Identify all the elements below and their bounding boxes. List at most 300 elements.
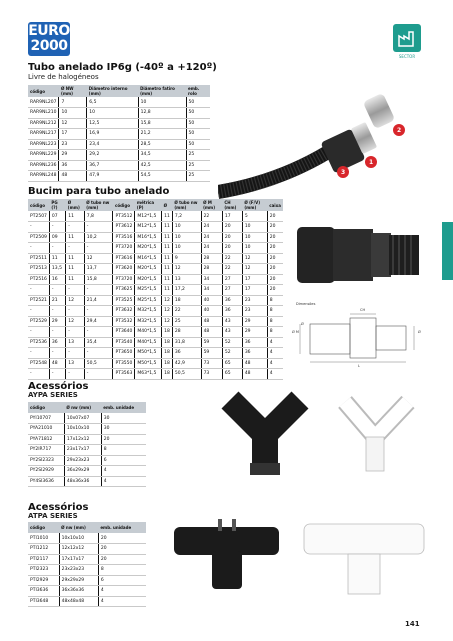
column-header: PG (?)	[49, 199, 65, 211]
table-cell: 20	[101, 434, 146, 445]
table-cell: 25	[172, 316, 201, 327]
table-cell: PT3540	[113, 337, 135, 348]
column-header: caixa	[267, 199, 283, 211]
table-cell: M12*1,5	[135, 211, 162, 222]
column-header: Diâmetro fatiro (mm)	[138, 85, 186, 97]
table-cell: -	[66, 222, 84, 233]
table-cell: 8	[267, 327, 283, 338]
table-cell: 28	[201, 253, 222, 264]
table-cell: 7,8	[84, 211, 113, 222]
table-cell: PT3512	[113, 211, 135, 222]
table-row	[28, 358, 283, 369]
table-cell: 8	[267, 316, 283, 327]
table-cell: 13	[66, 337, 84, 348]
table-cell: M25*1,5	[135, 285, 162, 296]
column-header: código	[28, 402, 64, 413]
factory-icon	[393, 24, 421, 52]
table-cell: -	[66, 285, 84, 296]
table-cell: M40*1,5	[135, 337, 162, 348]
table-cell: 15,8	[138, 118, 186, 129]
table-cell: 12	[162, 295, 173, 306]
table-row	[28, 476, 146, 487]
table-cell: PT2507	[28, 211, 49, 222]
table-cell: 20	[267, 285, 283, 296]
column-header: código	[28, 199, 49, 211]
table-row	[28, 306, 283, 317]
table-cell: 25	[186, 150, 210, 161]
table-cell: 17	[242, 274, 267, 285]
table-cell: 20	[98, 533, 146, 544]
table-row	[28, 211, 283, 222]
table-cell: -	[66, 348, 84, 359]
table-row	[28, 129, 210, 140]
table-cell: 10	[242, 222, 267, 233]
table-cell: 20	[267, 264, 283, 275]
table-cell: -	[66, 369, 84, 380]
table-cell: 12	[242, 253, 267, 264]
table-cell: M16*1,5	[135, 253, 162, 264]
column-header: Ø nw (mm)	[59, 522, 98, 533]
corrugated-tube-photo	[218, 92, 438, 202]
table-cell: 11	[66, 264, 84, 275]
table-cell: 20	[267, 243, 283, 254]
table-cell: PYA21010	[28, 424, 64, 435]
table-cell: 22	[172, 306, 201, 317]
table-row	[28, 118, 210, 129]
table-cell: -	[28, 306, 49, 317]
dimension-caption: Dimensões	[296, 302, 316, 306]
table-cell: 42,9	[172, 358, 201, 369]
table-cell: PT2536	[28, 337, 49, 348]
table-cell: PT3625	[113, 285, 135, 296]
table-row	[28, 544, 146, 555]
table-row	[28, 455, 146, 466]
table-cell: 48	[242, 358, 267, 369]
table-cell: PTI3648	[28, 596, 59, 607]
table-row	[28, 222, 283, 233]
table-cell: 10	[172, 232, 201, 243]
table-row	[28, 232, 283, 243]
table-cell: 11	[162, 274, 173, 285]
table-cell: 25	[186, 160, 210, 171]
table-cell: PT3620	[113, 264, 135, 275]
column-header: Ø nw (mm)	[64, 402, 101, 413]
table-cell: PY4SI3636	[28, 476, 64, 487]
table-cell: PT2529	[28, 316, 49, 327]
table-cell: 16,9	[87, 129, 138, 140]
table-cell: PT2513	[28, 264, 49, 275]
column-header: código	[28, 85, 59, 97]
table-cell: 12	[84, 253, 113, 264]
table-cell: 27	[222, 285, 242, 296]
column-header: Ø	[162, 199, 173, 211]
table-cell: 36	[222, 306, 242, 317]
table-cell: 12	[242, 264, 267, 275]
table-cell: 11	[49, 253, 65, 264]
table-cell: -	[66, 306, 84, 317]
table-cell: 36x29x29	[64, 466, 101, 477]
table-cell: 29,2	[87, 150, 138, 161]
table-header-row	[28, 522, 146, 533]
table-cell: 21,4	[84, 295, 113, 306]
column-header: Ø (mm)	[66, 199, 84, 211]
table-cell: 65	[222, 369, 242, 380]
table-cell: -	[84, 348, 113, 359]
table-cell: PT2509	[28, 232, 49, 243]
callout-1-label: 1	[369, 159, 374, 166]
table-cell: 16	[49, 274, 65, 285]
table-cell: PY2IR717	[28, 445, 64, 456]
column-header: código	[113, 199, 135, 211]
table-cell: 73	[201, 369, 222, 380]
table-row	[28, 97, 210, 108]
table-cell: 30	[101, 424, 146, 435]
column-header: emb. rolo	[186, 85, 210, 97]
table-cell: 11	[162, 222, 173, 233]
table-row	[28, 533, 146, 544]
table-cell: RAR9NL248	[28, 171, 59, 182]
table-cell: 23	[242, 306, 267, 317]
page-number: 141	[405, 620, 420, 628]
table-cell: 28,5	[138, 139, 186, 150]
table-cell: PT3616	[113, 253, 135, 264]
table-cell: 13	[172, 274, 201, 285]
table-cell: M32*1,5	[135, 316, 162, 327]
table-cell: 20	[267, 222, 283, 233]
table-cell: 29x29x29	[59, 575, 98, 586]
table-cell: 17	[222, 211, 242, 222]
table-row	[28, 139, 210, 150]
cable-gland-photo	[293, 215, 428, 295]
table-cell: 36	[242, 337, 267, 348]
table-header-row	[28, 85, 210, 97]
table-cell: M16*1,5	[135, 232, 162, 243]
table-cell: 36,7	[87, 160, 138, 171]
table-cell: 20	[98, 544, 146, 555]
table-cell: 40	[201, 306, 222, 317]
table-cell: 7	[59, 97, 87, 108]
table-cell: -	[84, 243, 113, 254]
table-row	[28, 243, 283, 254]
section2-title: Bucim para tubo anelado	[28, 186, 170, 197]
table-cell: 20	[222, 232, 242, 243]
table-cell: 4	[267, 337, 283, 348]
table-cell: 11	[66, 253, 84, 264]
table-cell: 13,5	[49, 264, 65, 275]
table-row	[28, 565, 146, 576]
section1-title: Tubo anelado IP6g (-40º a +120º)	[28, 62, 217, 73]
table-cell: 6	[101, 455, 146, 466]
y-connector-photo	[210, 385, 320, 485]
table-cell: 20	[222, 222, 242, 233]
column-header: métrica (P)	[135, 199, 162, 211]
table-cell: 15,8	[84, 274, 113, 285]
table-cell: RAR9NL217	[28, 129, 59, 140]
table-cell: 48x48x48	[59, 596, 98, 607]
table-cell: 5	[242, 211, 267, 222]
table-cell: 11	[162, 253, 173, 264]
table-cell: 11	[162, 285, 173, 296]
side-tab-marker	[442, 222, 453, 280]
section4-title: Acessórios	[28, 502, 89, 513]
table-cell: -	[28, 222, 49, 233]
table-cell: 22	[222, 253, 242, 264]
table-cell: 28	[172, 327, 201, 338]
table-cell: 47,9	[87, 171, 138, 182]
table-cell: 43	[222, 316, 242, 327]
table-cell: 4	[267, 369, 283, 380]
table-cell: M20*1,5	[135, 264, 162, 275]
table-cell: -	[49, 369, 65, 380]
table-cell: 40	[201, 295, 222, 306]
table-cell: 8	[101, 445, 146, 456]
table-cell: 50,5	[172, 369, 201, 380]
column-header: Ø tubo nw (mm)	[172, 199, 201, 211]
table-cell: 23,4	[87, 139, 138, 150]
table-cell: PT3720	[113, 243, 135, 254]
t-connector-drawing	[300, 510, 428, 600]
column-header: Ø tubo nw (mm)	[84, 199, 113, 211]
callout-2-label: 2	[397, 127, 402, 134]
table-cell: 29	[242, 327, 267, 338]
table-cell: 11	[162, 264, 173, 275]
table-cell: M40*1,5	[135, 327, 162, 338]
table-row	[28, 434, 146, 445]
table-cell: 27	[222, 274, 242, 285]
table-cell: 20	[222, 243, 242, 254]
y-connector-drawing	[330, 392, 425, 477]
table-cell: 12	[172, 264, 201, 275]
table-cell: RAR9NL210	[28, 108, 59, 119]
table-cell: PYA71812	[28, 434, 64, 445]
dim-d1: Ø	[301, 322, 304, 326]
table-cell: 50,5	[84, 358, 113, 369]
table-cell: 21	[49, 295, 65, 306]
table-cell: 36	[49, 337, 65, 348]
table-cell: -	[84, 285, 113, 296]
table-cell: 12	[59, 118, 87, 129]
table-cell: -	[49, 327, 65, 338]
table-cell: -	[28, 369, 49, 380]
table-cell: 6	[98, 575, 146, 586]
table-row	[28, 586, 146, 597]
table-cell: 20	[267, 253, 283, 264]
table-cell: -	[49, 243, 65, 254]
table-cell: M20*1,5	[135, 243, 162, 254]
table-cell: 54,5	[138, 171, 186, 182]
table-row	[28, 337, 283, 348]
table-cell: 18	[162, 327, 173, 338]
table-cell: 48	[242, 369, 267, 380]
table-row	[28, 285, 283, 296]
table-cell: 43	[222, 327, 242, 338]
table-cell: PTI2323	[28, 565, 59, 576]
dim-ch: CH	[360, 308, 366, 312]
table-cell: 8	[98, 565, 146, 576]
table-cell: 34	[201, 274, 222, 285]
table-cell: RAR9NL223	[28, 139, 59, 150]
column-header: Ø M (mm)	[201, 199, 222, 211]
table-cell: 12	[66, 316, 84, 327]
table-cell: 21,2	[138, 129, 186, 140]
table-cell: 17	[59, 129, 87, 140]
table-cell: PT3532	[113, 316, 135, 327]
table-cell: -	[49, 285, 65, 296]
table-header-row	[28, 199, 283, 211]
table-cell: PTI2117	[28, 554, 59, 565]
table-cell: 11	[66, 211, 84, 222]
table-cell: PT2521	[28, 295, 49, 306]
table-cell: 34,5	[138, 150, 186, 161]
table-cell: -	[84, 327, 113, 338]
table-cell: 29,4	[84, 316, 113, 327]
table-cell: M12*1,5	[135, 222, 162, 233]
dim-l: L	[358, 364, 360, 368]
table-row	[28, 295, 283, 306]
table-cell: 11	[162, 232, 173, 243]
table-cell: M63*1,5	[135, 369, 162, 380]
table-cell: 12	[162, 306, 173, 317]
table-cell: M32*1,5	[135, 306, 162, 317]
table-cell: M25*1,5	[135, 295, 162, 306]
table-cell: 10	[138, 97, 186, 108]
table-cell: 23x17x17	[64, 445, 101, 456]
table-cell: 12x12x12	[59, 544, 98, 555]
table-cell: PTI3636	[28, 586, 59, 597]
table-cell: 12	[162, 316, 173, 327]
table-cell: 25	[186, 171, 210, 182]
table-cell: 36	[59, 160, 87, 171]
logo-line2: 2000	[30, 38, 68, 54]
table-cell: 50	[186, 129, 210, 140]
table-cell: 23	[59, 139, 87, 150]
table-cell: 65	[222, 358, 242, 369]
table-cell: 36	[242, 348, 267, 359]
table-cell: PT3516	[113, 232, 135, 243]
table-cell: 10	[59, 108, 87, 119]
table-row	[28, 274, 283, 285]
table-cell: 11	[162, 243, 173, 254]
column-header: código	[28, 522, 59, 533]
table-cell: 50	[186, 108, 210, 119]
table-cell: 48	[49, 358, 65, 369]
table-cell: PT2511	[28, 253, 49, 264]
table-cell: RAR9NL212	[28, 118, 59, 129]
table-cell: 4	[267, 358, 283, 369]
table-cell: 9	[172, 253, 201, 264]
table-cell: 11	[162, 211, 173, 222]
table-cell: 48x36x36	[64, 476, 101, 487]
table-cell: 10	[242, 243, 267, 254]
table-cell: 50	[186, 139, 210, 150]
table-row	[28, 445, 146, 456]
table-cell: 10x07x07	[64, 413, 101, 424]
table-cell: -	[66, 327, 84, 338]
euro2000-logo	[28, 22, 70, 56]
table-cell: 20	[267, 232, 283, 243]
table-cell: 18	[162, 337, 173, 348]
table-cell: -	[84, 222, 113, 233]
table-cell: PT3632	[113, 306, 135, 317]
table-cell: 13,7	[84, 264, 113, 275]
table-cell: 09	[49, 232, 65, 243]
table-row	[28, 466, 146, 477]
table-cell: 4	[98, 596, 146, 607]
table-cell: 13	[66, 358, 84, 369]
table-row	[28, 596, 146, 607]
table-cell: 23	[242, 295, 267, 306]
aypa-table	[28, 402, 146, 487]
table-cell: 28	[201, 264, 222, 275]
table-cell: 22	[201, 211, 222, 222]
logo-line1: EURO	[28, 23, 70, 39]
table-cell: 29	[59, 150, 87, 161]
dimension-drawing	[290, 308, 425, 366]
table-cell: 31,8	[172, 337, 201, 348]
table-cell: 18	[162, 348, 173, 359]
table-cell: 24	[201, 232, 222, 243]
table-cell: 24	[201, 243, 222, 254]
table-cell: PYI10707	[28, 413, 64, 424]
table-cell: PY2SI2929	[28, 466, 64, 477]
table-cell: 17x12x12	[64, 434, 101, 445]
table-cell: 18	[162, 369, 173, 380]
table-cell: 48	[201, 316, 222, 327]
table-row	[28, 264, 283, 275]
table-cell: 10x10x10	[59, 533, 98, 544]
table-cell: PTI2929	[28, 575, 59, 586]
table-row	[28, 369, 283, 380]
table-cell: -	[28, 348, 49, 359]
table-cell: 6,5	[87, 97, 138, 108]
table-cell: -	[49, 306, 65, 317]
table-cell: 7,2	[172, 211, 201, 222]
atpa-table	[28, 522, 146, 607]
table-cell: 52	[222, 348, 242, 359]
table-cell: PT3525	[113, 295, 135, 306]
table-cell: 20	[267, 274, 283, 285]
section1-subtitle: Livre de halogéneos	[28, 73, 99, 81]
table-cell: 17x17x17	[59, 554, 98, 565]
column-header: CH (mm)	[222, 199, 242, 211]
table-cell: 12	[66, 295, 84, 306]
table-cell: 59	[201, 348, 222, 359]
table-cell: 4	[101, 466, 146, 477]
table-cell: 12,8	[138, 108, 186, 119]
table-cell: 23x23x23	[59, 565, 98, 576]
table-cell: 42,5	[138, 160, 186, 171]
table-cell: 10,2	[84, 232, 113, 243]
table-cell: 50	[186, 118, 210, 129]
column-header: Ø (F/V) (mm)	[242, 199, 267, 211]
dim-m: Ø M	[292, 330, 299, 334]
table-row	[28, 253, 283, 264]
table-cell: PT3563	[113, 369, 135, 380]
table-cell: 10	[87, 108, 138, 119]
section3-title: Acessórios	[28, 381, 89, 392]
table-cell: 12,5	[87, 118, 138, 129]
table-row	[28, 348, 283, 359]
table-cell: 29	[242, 316, 267, 327]
table-cell: 35,4	[84, 337, 113, 348]
table-cell: PT3640	[113, 327, 135, 338]
table-row	[28, 171, 210, 182]
table-cell: -	[84, 369, 113, 380]
table-row	[28, 554, 146, 565]
section3-subtitle: AYPA SERIES	[28, 391, 78, 399]
column-header: emb. unidade	[101, 402, 146, 413]
table-cell: PT3720	[113, 274, 135, 285]
